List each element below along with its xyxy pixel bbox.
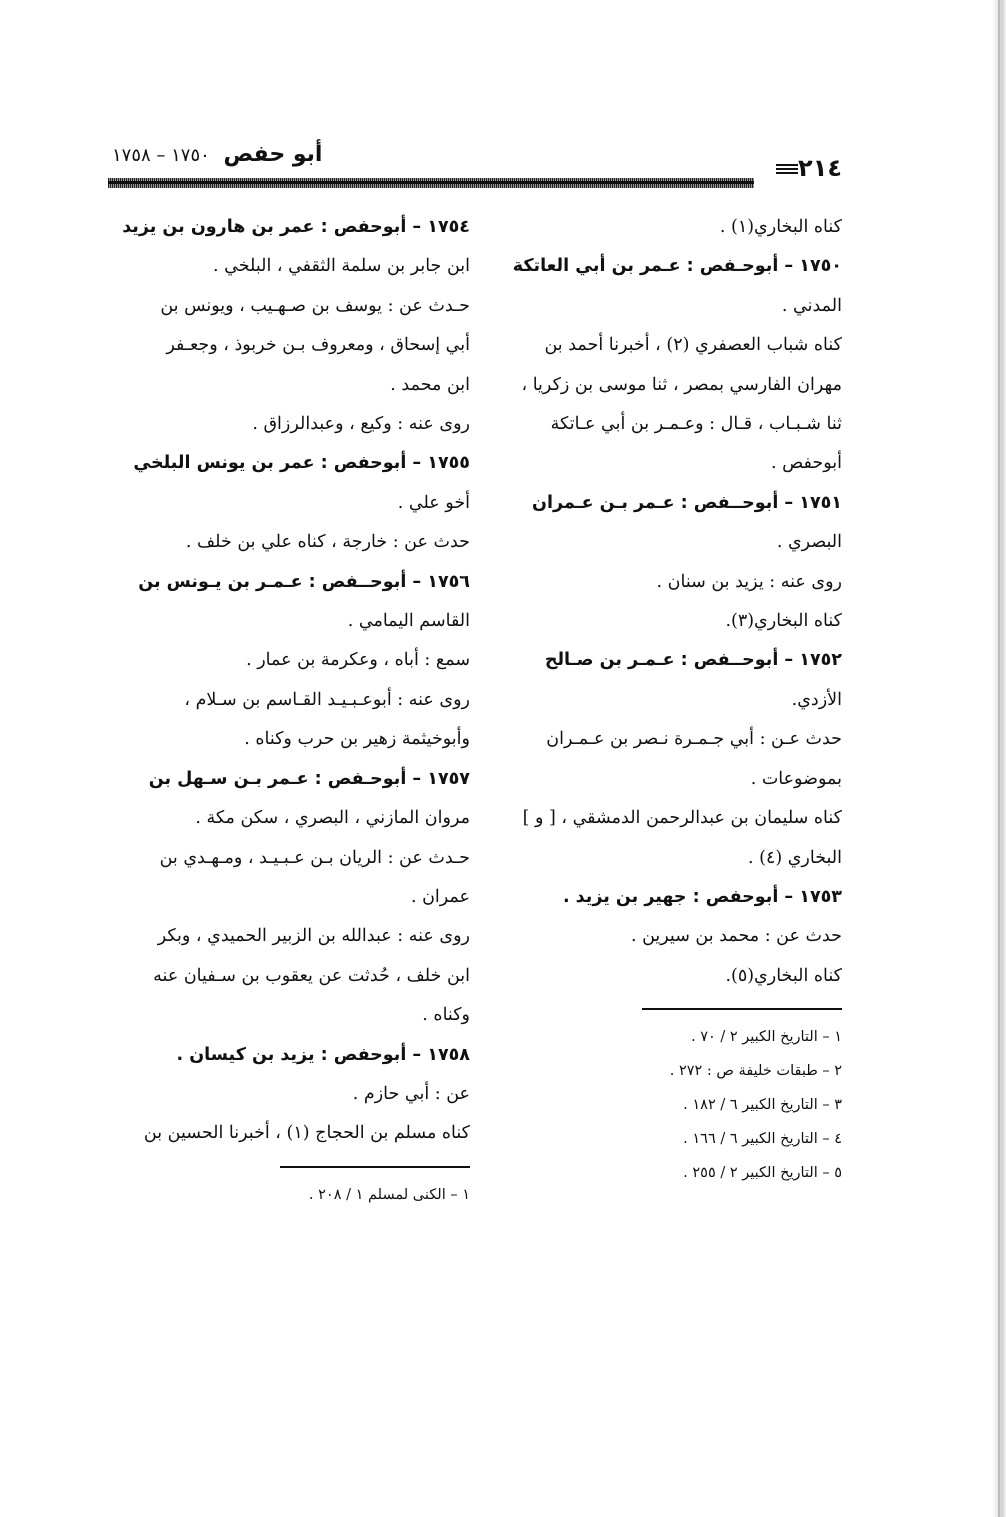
text-line: وأبوخيثمة زهير بن حرب وكناه . [244,729,470,750]
text-line: ابن خلف ، حُدثت عن يعقوب بن سـفيان عنه [153,965,470,986]
footnote-rule [280,1166,470,1168]
text-line: مهران الفارسي بمصر ، ثنا موسى بن زكريا ، [521,374,842,395]
text-line: حـدث عن : يوسف بن صـهـيب ، ويونس بن [160,295,470,316]
entry-heading: ١٧٥٧ – أبوحـفص : عـمر بـن سـهل بن [148,768,470,789]
text-line: ابن محمد . [390,374,470,395]
entry-heading: ١٧٥٠ – أبوحـفص : عـمر بن أبي العاتكة [512,256,842,277]
footnote: ١ – الكنى لمسلم ١ / ٢٠٨ . [308,1186,470,1203]
text-line: كناه شباب العصفري (٢) ، أخبرنا أحمد بن [544,335,842,356]
text-line: مروان المازني ، البصري ، سكن مكة . [195,808,470,829]
header-rule [108,178,754,188]
text-line: ثنا شـبـاب ، قـال : وعـمـر بن أبي عـاتكة [550,414,842,435]
text-line: ابن جابر بن سلمة الثقفي ، البلخي . [213,256,470,277]
text-line: كناه البخاري(٣). [725,611,842,632]
text-line: المدني . [781,295,842,316]
text-line: عن : أبي حازم . [352,1083,470,1104]
running-title-text: أبو حفص [223,142,323,167]
footnotes [492,1020,842,1190]
text-line: حدث عـن : أبي جـمـرة نـصر بن عـمـران [546,729,842,750]
text-line: حـدث عن : الريان بـن عـبـيـد ، ومـهـدي بن [159,847,470,868]
text-line: أبوحفص . [770,453,842,474]
left-column [110,208,470,1212]
text-line: البخاري (٤) . [747,847,842,868]
entry-heading: ١٧٥٣ – أبوحفص : جهير بن يزيد . [562,886,842,907]
footnote: ٤ – التاريخ الكبير ٦ / ١٦٦ . [683,1131,842,1148]
page-header [108,140,842,182]
text-line: كناه مسلم بن الحجاج (١) ، أخبرنا الحسين بن [143,1123,470,1144]
footnote-rule [642,1008,842,1010]
footnote: ٣ – التاريخ الكبير ٦ / ١٨٢ . [683,1097,842,1114]
footnote: ٢ – طبقات خليفة ص : ٢٧٢ . [669,1063,842,1080]
scan-page-edge [992,0,1006,1517]
text-line: روى عنه : عبدالله بن الزبير الحميدي ، وبكر [157,926,470,947]
text-line: بموضوعات . [750,768,842,789]
entry-heading: ١٧٥٦ – أبوحــفص : عـمـر بن يـونس بن [138,571,470,592]
entry-heading: ١٧٥٨ – أبوحفص : يزيد بن كيسان . [176,1044,470,1065]
text-line: أخو علي . [397,492,470,513]
page-number [772,154,842,182]
text-line: أبي إسحاق ، ومعروف بـن خربوذ ، وجعـفر [166,335,470,356]
footnote: ١ – التاريخ الكبير ٢ / ٧٠ . [690,1029,842,1046]
entry-heading: ١٧٥٥ – أبوحفص : عمر بن يونس البلخي [133,453,470,474]
text-line: كناه سليمان بن عبدالرحمن الدمشقي ، [ و ] [522,808,842,829]
text-line: روى عنه : يزيد بن سنان . [656,571,842,592]
entry-heading: ١٧٥٢ – أبوحــفص : عـمـر بن صـالح [544,650,842,671]
text-line: القاسم اليمامي . [347,611,470,632]
entry-heading: ١٧٥١ – أبوحــفص : عـمر بـن عـمران [532,492,842,513]
text-line: حدث عن : خارجة ، كناه علي بن خلف . [185,532,470,553]
page-number-text: ٢١٤ [798,154,842,182]
text-line: روى عنه : وكيع ، وعبدالرزاق . [252,414,470,435]
text-line: وكناه . [422,1005,470,1026]
ornament-icon [776,164,798,174]
entry-heading: ١٧٥٤ – أبوحفص : عمر بن هارون بن يزيد [122,217,470,237]
footnotes [110,1178,470,1212]
text-line: سمع : أباه ، وعكرمة بن عمار . [246,650,470,671]
text-line: روى عنه : أبوعـبـيـد القـاسم بن سـلام ، [184,689,470,710]
running-title [112,142,322,167]
entry-range: ١٧٥٠ – ١٧٥٨ [112,145,210,166]
text-line: كناه البخاري(١) . [719,217,842,237]
text-line: حدث عن : محمد بن سيرين . [630,926,842,947]
text-line: الأزدي. [791,689,842,710]
right-column [492,208,842,1190]
text-line: البصري . [776,532,842,553]
footnote: ٥ – التاريخ الكبير ٢ / ٢٥٥ . [683,1165,842,1182]
text-line: كناه البخاري(٥). [725,965,842,986]
text-line: عمران . [410,886,470,907]
